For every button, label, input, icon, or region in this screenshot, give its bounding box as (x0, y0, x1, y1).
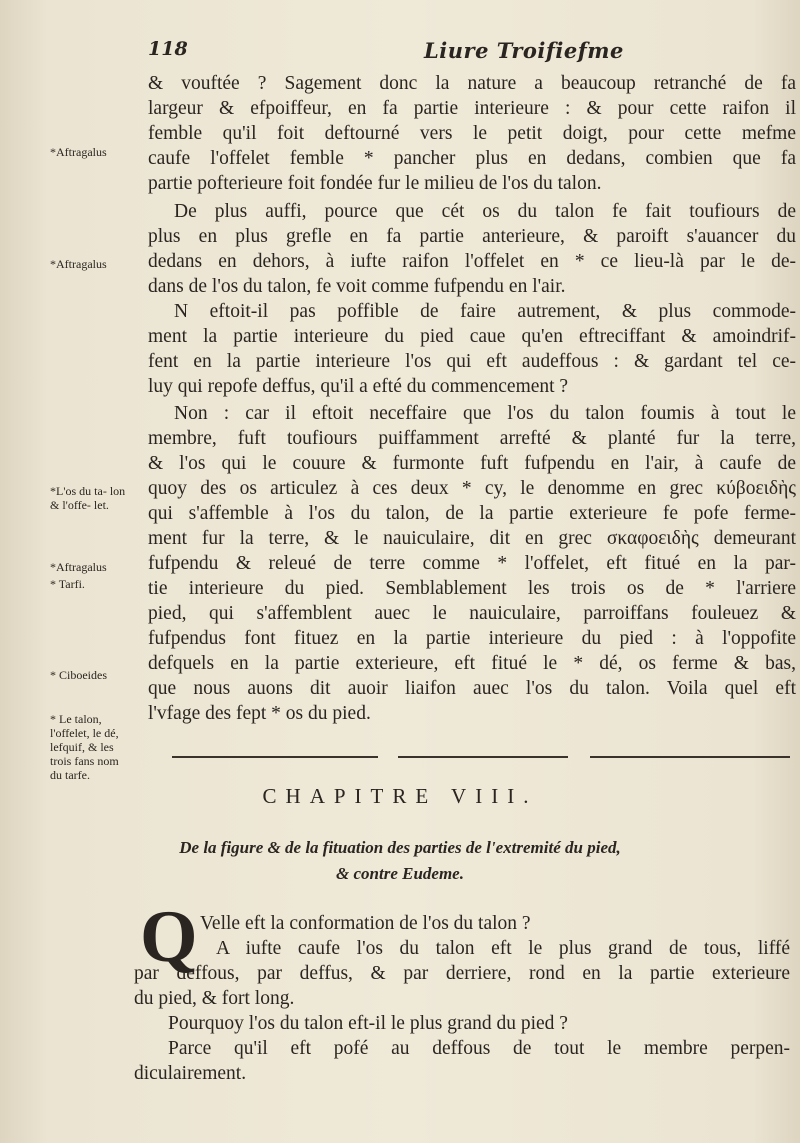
text-line: du pied, & fort long. (134, 988, 295, 1009)
text-line: Pourquoy l'os du talon eft-il le plus grand du pied ? (168, 1013, 568, 1034)
text-line: ment fur la terre, & le nauiculaire, dit en grec σκαφοειδὴς demeurant (148, 528, 796, 549)
text-line: tie interieure du pied. Semblablement les trois os de * l'arriere (148, 578, 796, 599)
text-line: fufpendus font fituez en la partie interieure du pied : à l'oppofite (148, 628, 796, 649)
text-line: fent en la partie interieure l'os qui eft audeffous : & gardant tel ce- (148, 351, 796, 372)
text-line: A iufte caufe l'os du talon eft le plus grand de tous, liffé (216, 938, 790, 959)
margin-note: * Tarfi. (50, 577, 85, 591)
margin-note: *Aftragalus (50, 560, 107, 574)
text-line: dedans en dehors, à iufte raifon l'offelet en * ce lieu-là par le de- (148, 251, 796, 272)
text-line: Velle eft la conformation de l'os du talon ? (200, 913, 531, 934)
margin-note: *Aftragalus (50, 257, 107, 271)
text-line: l'vfage des fept * os du pied. (148, 703, 371, 724)
text-line: pied, qui s'affemblent auec le nauiculaire, parroiffans fouleuez & (148, 603, 796, 624)
text-line: partie pofterieure foit fondée fur le milieu de l'os du talon. (148, 173, 602, 194)
divider-rule-left (172, 756, 378, 758)
text-line: quoy des os articulez à ces deux * cy, le denomme en grec κύβοειδὴς (148, 478, 796, 499)
margin-note: * Ciboeides (50, 668, 107, 682)
text-line: N eftoit-il pas poffible de faire autrement, & plus commode- (174, 301, 796, 322)
margin-note: *L'os du ta- lon & l'offe- let. (50, 484, 126, 512)
text-line: par deffous, par deffus, & par derriere, rond en la partie exterieure (134, 963, 790, 984)
text-line: membre, fuft toufiours puiffamment arrefté & planté fur la terre, (148, 428, 796, 449)
text-line: largeur & efpoiffeur, en fa partie interieure : & pour cette raifon il (148, 98, 796, 119)
text-line: De plus auffi, pource que cét os du talon fe fait toufiours de (174, 201, 796, 222)
text-line: luy qui repofe deffus, qu'il a efté du commencement ? (148, 376, 569, 397)
text-line: caufe l'offelet femble * pancher plus en dedans, combien que fa (148, 148, 796, 169)
text-line: Non : car il eftoit neceffaire que l'os du talon foumis à tout le (174, 403, 796, 424)
text-line: que nous auons dit auoir liaifon auec l'os du talon. Voila quel eft (148, 678, 796, 699)
text-line: Parce qu'il eft pofé au deffous de tout le membre perpen- (168, 1038, 790, 1059)
text-line: qui s'affemble à l'os du talon, de la partie exterieure fe pofe ferme- (148, 503, 796, 524)
margin-note: * Le talon, l'offelet, le dé, lefquif, & les trois fans nom du tarfe. (50, 712, 119, 782)
text-line: & l'os qui le couure & furmonte fuft fufpendu en l'air, à caufe de (148, 453, 796, 474)
drop-cap: Q (140, 896, 198, 978)
page-header (0, 38, 800, 68)
chapter-title: CHAPITRE VIII. (262, 784, 538, 808)
text-line: ment la partie interieure du pied caue qu'en eftreciffant & amoindrif- (148, 326, 796, 347)
chapter-subtitle: De la figure & de la fituation des parties de l'extremité du pied, (179, 838, 621, 857)
text-line: diculairement. (134, 1063, 247, 1084)
page-number: 118 (148, 38, 188, 60)
text-line: & vouftée ? Sagement donc la nature a beaucoup retranché de fa (148, 73, 796, 94)
text-line: femble qu'il foit deftourné vers le petit doigt, pour cette mefme (148, 123, 796, 144)
text-line: dans de l'os du talon, fe voit comme fufpendu en l'air. (148, 276, 566, 297)
margin-note: *Aftragalus (50, 145, 107, 159)
running-title: Liure Troifiefme (424, 38, 624, 63)
text-line: fufpendu & releué de terre comme * l'offelet, eft fitué en la par- (148, 553, 796, 574)
divider-rule-right (590, 756, 790, 758)
text-line: defquels en la partie exterieure, eft fitué le * dé, os ferme & bas, (148, 653, 796, 674)
chapter-subtitle: & contre Eudeme. (336, 864, 464, 883)
divider-rule-middle (398, 756, 568, 758)
text-line: plus en plus grefle en fa partie anterieure, & paroift s'auancer du (148, 226, 796, 247)
